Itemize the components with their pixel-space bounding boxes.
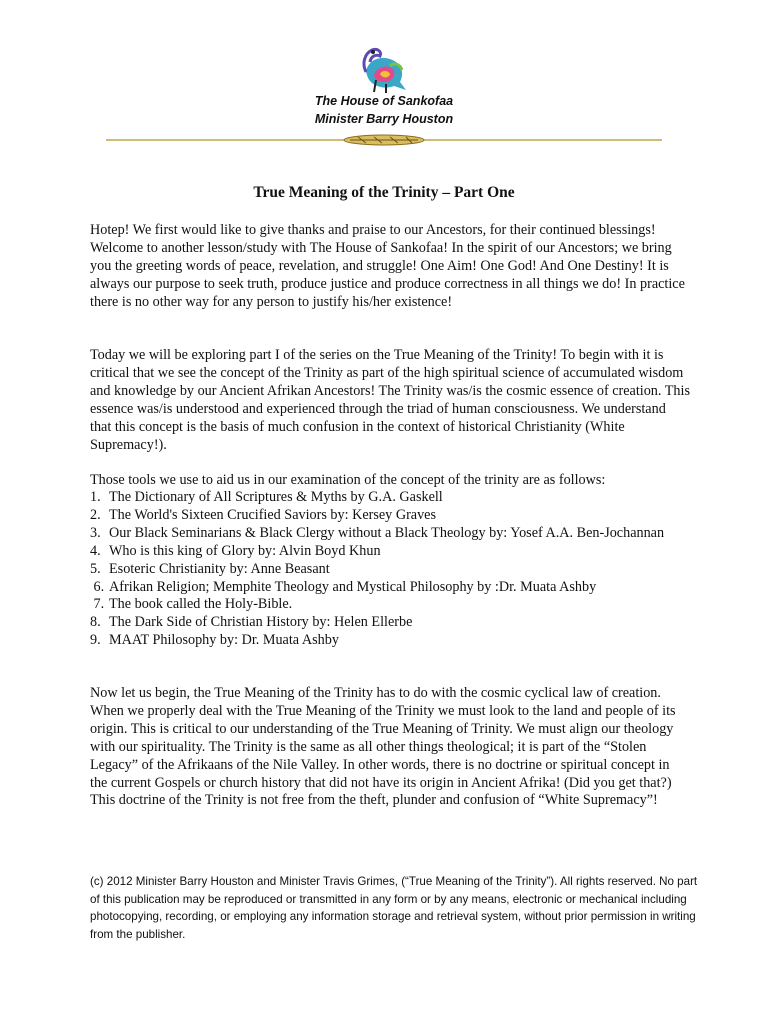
list-item — [90, 561, 690, 579]
list-item — [90, 525, 690, 543]
overview-paragraph: Today we will be exploring part I of the series on the True Meaning of the Trinity! To begin with it is critical that we see the concept of the Trinity as part of the high spiritual science of accumulated wisdom and knowledge by our Ancient Afrikan Ancestors! The Trinity was/is the cosmic essence of creation. This essence was/is understood and experienced through the triad of human consciousness. We understand that this concept is the basis of much confusion in the context of historical Christianity (White Supremacy!). — [90, 347, 690, 453]
list-item-number: 6. — [90, 578, 105, 595]
list-item-text: The Dictionary of All Scriptures & Myths by G.A. Gaskell — [109, 489, 443, 505]
list-item — [90, 507, 690, 525]
list-item-text: The book called the Holy-Bible. — [109, 596, 293, 613]
intro-paragraph: Hotep! We first would like to give thanks and praise to our Ancestors, for their continued blessings! Welcome to another lesson/study with The House of Sankofaa! In the spirit of our Ancestors; we bring you the greeting words of peace, revelation, and struggle! One Aim! One God! And One Destiny! It is always our purpose to seek truth, produce justice and produce correctness in all things we do! In practice there is no other way for any person to justify his/her existence! — [90, 222, 685, 310]
document-title: True Meaning of the Trinity – Part One — [253, 184, 515, 201]
list-item-text: The World's Sixteen Crucified Saviors by: Kersey Graves — [109, 506, 436, 523]
copyright-notice: (c) 2012 Minister Barry Houston and Minister Travis Grimes, (“True Meaning of the Trinity”). All rights reserved. No part of this publication may be reproduced or transmitted in any form or by any means, electronic or mechanical including photocopying, recording, or employing any information storage and retrieval system, without prior permission in writing from the publisher. — [90, 875, 698, 941]
list-item-text: Esoteric Christianity by: Anne Beasant — [109, 560, 330, 577]
list-item-number: 2. — [90, 506, 101, 523]
list-item-number: 3. — [90, 524, 101, 541]
minister-name: Minister Barry Houston — [314, 112, 454, 126]
list-item-number: 9. — [90, 632, 101, 649]
ornamental-divider — [106, 134, 662, 146]
sources-list — [90, 489, 690, 650]
list-item-text: MAAT Philosophy by: Dr. Muata Ashby — [109, 632, 339, 649]
sources-intro: Those tools we use to aid us in our examination of the concept of the trinity are as follows: — [90, 472, 606, 488]
list-item-number: 8. — [90, 614, 101, 631]
list-item — [90, 489, 690, 507]
list-item-text: Afrikan Religion; Memphite Theology and Mystical Philosophy by :Dr. Muata Ashby — [109, 578, 597, 595]
organization-name: The House of Sankofaa — [314, 94, 454, 108]
list-item-text: The Dark Side of Christian History by: Helen Ellerbe — [109, 614, 413, 631]
list-item-number: 5. — [90, 560, 101, 577]
list-item — [90, 543, 690, 561]
list-item-number: 1. — [90, 489, 101, 505]
list-item — [90, 596, 690, 614]
list-item-number: 7. — [90, 596, 105, 613]
list-item-text: Who is this king of Glory by: Alvin Boyd Khun — [109, 542, 381, 559]
list-item-number: 4. — [90, 542, 101, 559]
list-item — [90, 579, 690, 597]
list-item — [90, 614, 690, 632]
body-paragraph: Now let us begin, the True Meaning of the Trinity has to do with the cosmic cyclical law of creation. When we properly deal with the True Meaning of the Trinity we must look to the land and people of its origin. This is critical to our understanding of the True Meaning of Trinity. We must align our theology with our spirituality. The Trinity is the same as all other things theological; it is part of the “Stolen Legacy” of the Afrikaans of the Nile Valley. In other words, there is no doctrine or spiritual concept in the current Gospels or church history that did not have its origin in Ancient Afrika! (Did you get that?) This doctrine of the Trinity is not free from the theft, plunder and confusion of “White Supremacy”! — [90, 685, 676, 809]
sankofa-bird-icon — [356, 44, 414, 94]
list-item — [90, 632, 690, 650]
list-item-text: Our Black Seminarians & Black Clergy without a Black Theology by: Yosef A.A. Ben-Jochannan — [109, 524, 665, 541]
